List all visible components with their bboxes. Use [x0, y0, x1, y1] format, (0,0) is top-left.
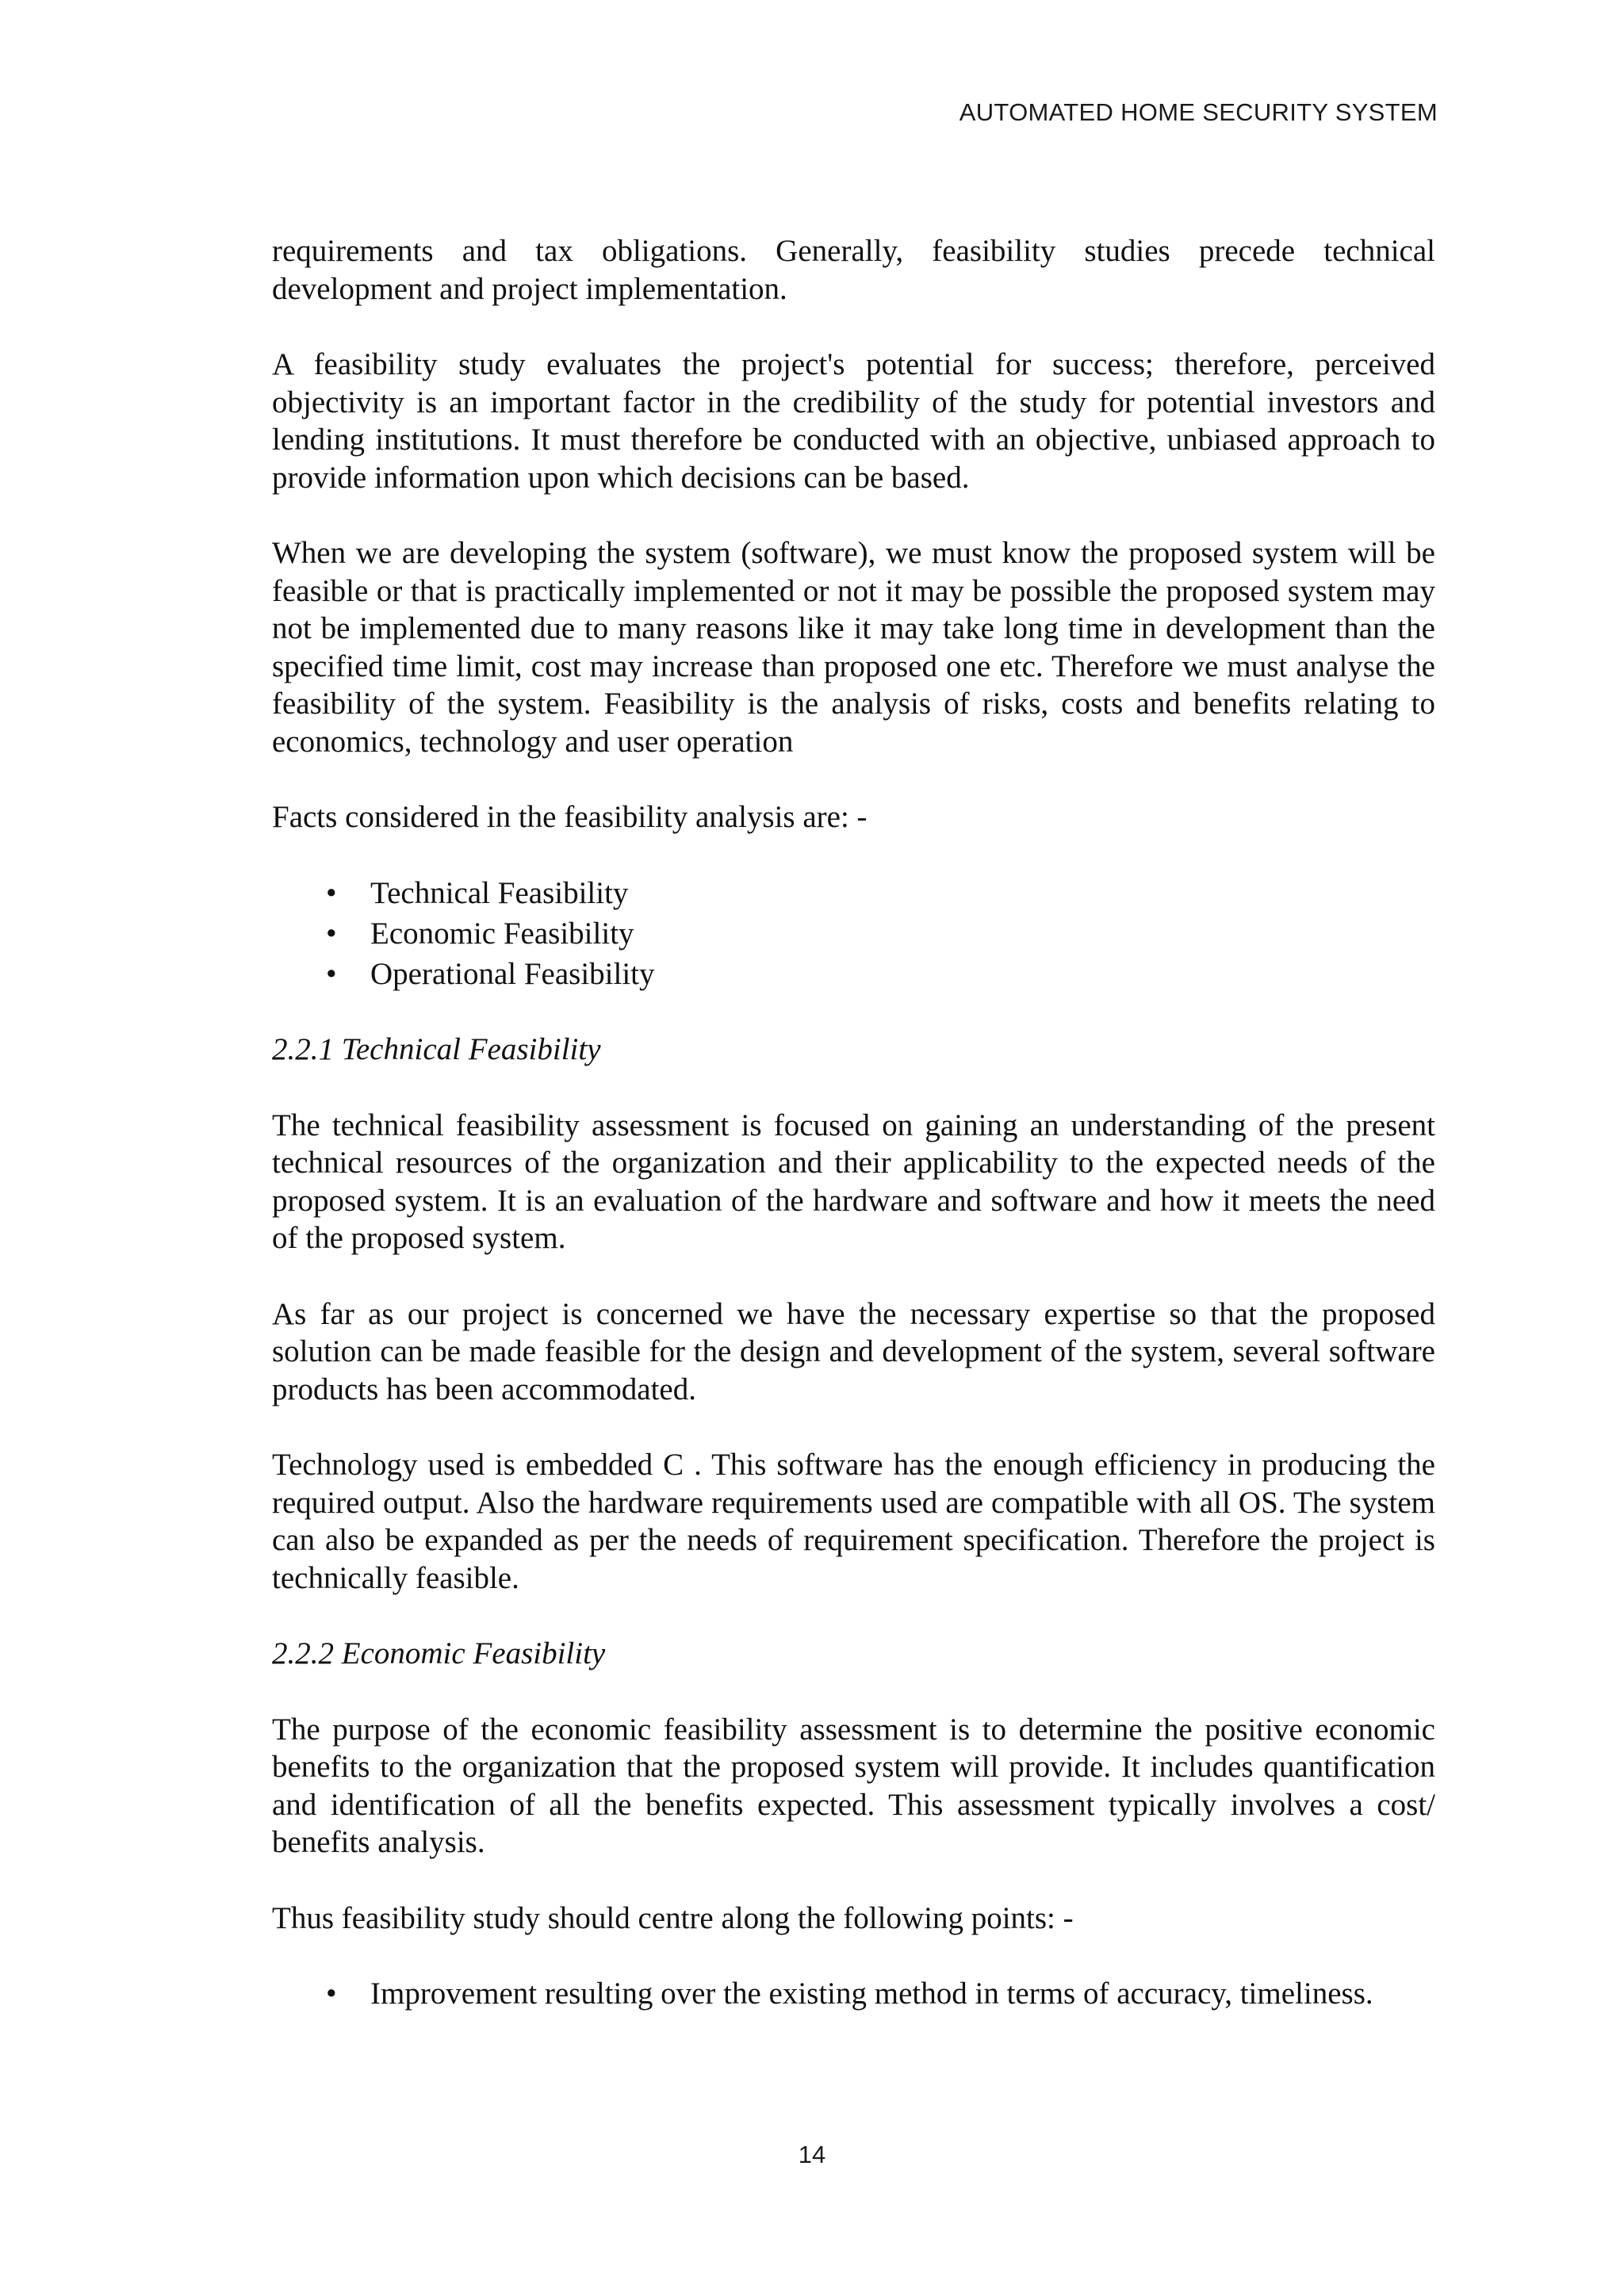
paragraph: As far as our project is concerned we have the necessary expertise so that the proposed solution can be made feasible for the design and development of the system, several software products has been accommodated. [272, 1296, 1435, 1406]
bullet-icon: • [326, 956, 337, 991]
bullet-icon: • [326, 875, 337, 910]
document-body [272, 232, 1435, 2051]
paragraph: Facts considered in the feasibility analysis are: - [272, 800, 868, 834]
paragraph: requirements and tax obligations. Generally, feasibility studies precede technical development and project implementation. [272, 234, 1435, 306]
list-item-text: Improvement resulting over the existing method in terms of accuracy, timeliness. [370, 1976, 1373, 2011]
list-item-text: Economic Feasibility [370, 916, 634, 951]
list-item [272, 915, 1435, 953]
paragraph: Technology used is embedded C . This software has the enough efficiency in producing the required output. Also the hardware requirements used are compatible with all OS. The system can also be expanded as per the needs of requirement specification. Therefore the project is technically feasible. [272, 1448, 1435, 1595]
list-item [272, 874, 1435, 913]
list-item [272, 1975, 1435, 2013]
paragraph: When we are developing the system (software), we must know the proposed system will be feasible or that is practically implemented or not it may be possible the proposed system may not be implemented due to many reasons like it may take long time in development than the specified time limit, cost may increase than proposed one etc. Therefore we must analyse the feasibility of the system. Feasibility is the analysis of risks, costs and benefits relating to economics, technology and user operation [272, 536, 1435, 759]
paragraph: Thus feasibility study should centre along the following points: - [272, 1900, 1074, 1935]
paragraph: A feasibility study evaluates the project's potential for success; therefore, perceived objectivity is an important factor in the credibility of the study for potential investors and lending institutions. It must therefore be conducted with an objective, unbiased approach to provide information upon which decisions can be based. [272, 347, 1435, 495]
section-heading: 2.2.2 Economic Feasibility [272, 1636, 606, 1670]
list-item [272, 955, 1435, 993]
bullet-icon: • [326, 1976, 337, 2011]
paragraph: The purpose of the economic feasibility assessment is to determine the positive economic benefits to the organization that the proposed system will provide. It includes quantification and identification of all the benefits expected. This assessment typically involves a cost/ benefits analysis. [272, 1712, 1435, 1859]
bullet-icon: • [326, 916, 337, 951]
running-header: AUTOMATED HOME SECURITY SYSTEM [959, 98, 1438, 126]
list-item-text: Technical Feasibility [370, 875, 629, 910]
bullet-list-study-points [272, 1975, 1435, 2013]
list-item-text: Operational Feasibility [370, 956, 655, 991]
section-heading: 2.2.1 Technical Feasibility [272, 1032, 601, 1066]
paragraph: The technical feasibility assessment is focused on gaining an understanding of the present technical resources of the organization and their applicability to the expected needs of the proposed system. It is an evaluation of the hardware and software and how it meets the need of the proposed system. [272, 1108, 1435, 1255]
bullet-list-feasibility-types [272, 874, 1435, 993]
page-number: 14 [798, 2141, 826, 2168]
